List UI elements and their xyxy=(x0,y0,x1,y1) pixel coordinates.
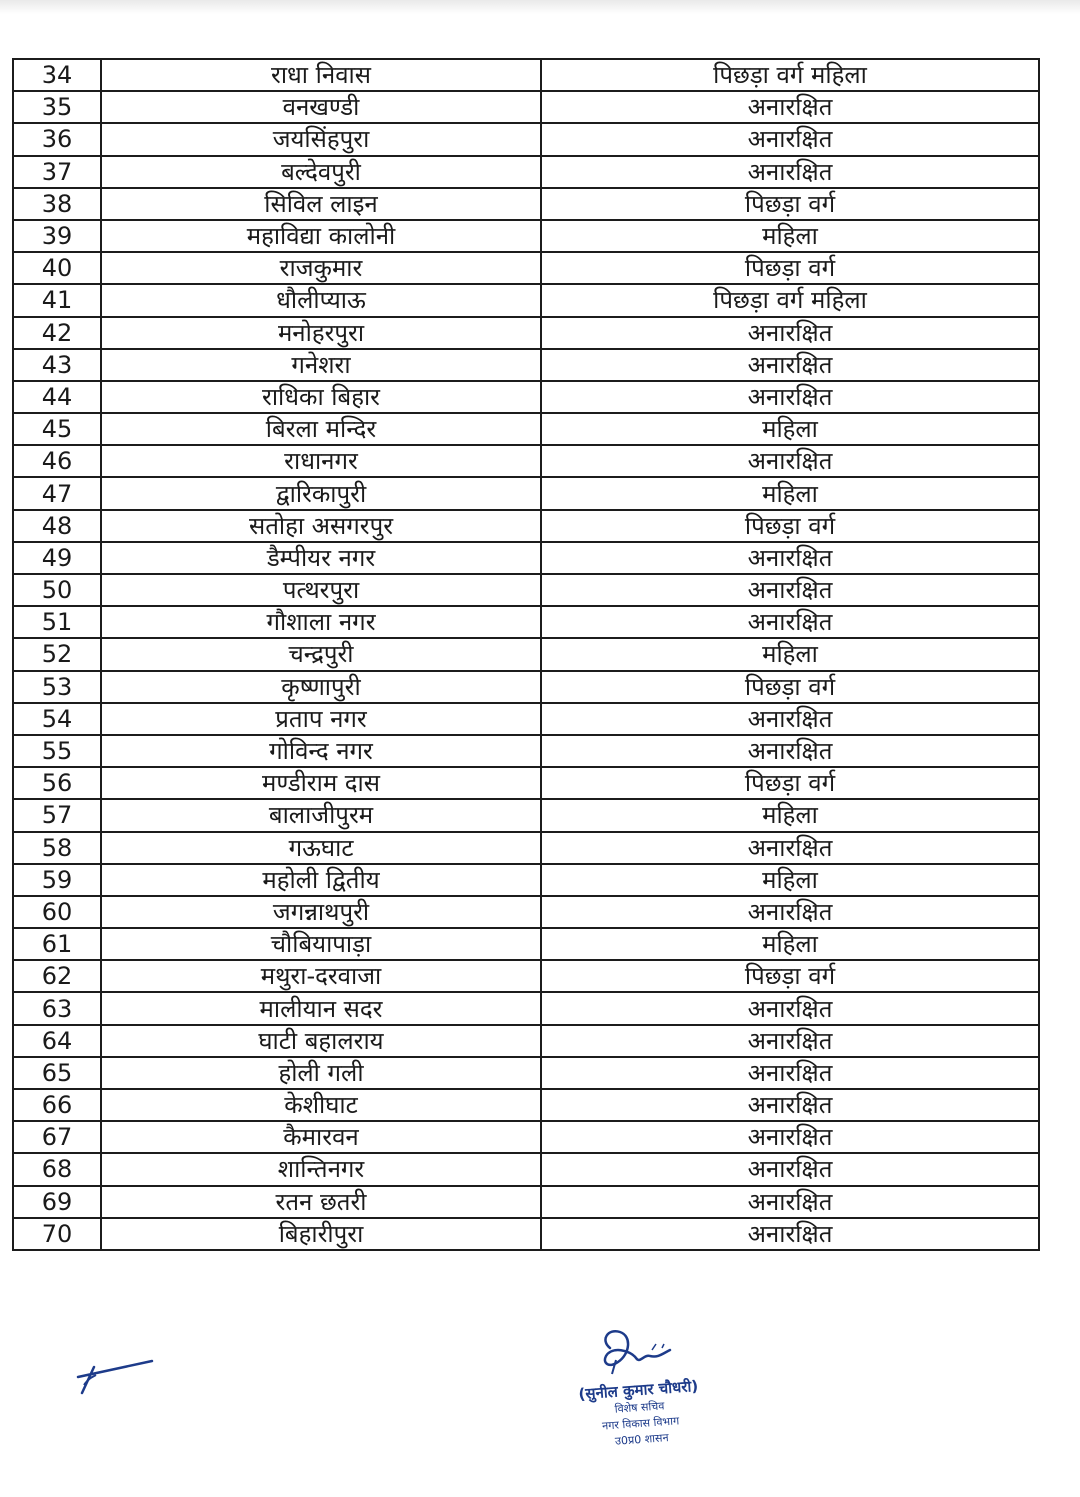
reservation-category-cell: महिला xyxy=(541,864,1039,896)
ward-name-cell: मालीयान सदर xyxy=(101,992,541,1024)
reservation-category-cell: अनारक्षित xyxy=(541,381,1039,413)
ward-number-cell: 40 xyxy=(13,252,101,284)
table-row xyxy=(13,671,1039,703)
signatory-designation: विशेष सचिव xyxy=(614,1399,665,1416)
ward-number-cell: 42 xyxy=(13,317,101,349)
reservation-category-cell: पिछड़ा वर्ग xyxy=(541,510,1039,542)
ward-name-cell: राजकुमार xyxy=(101,252,541,284)
table-row xyxy=(13,1153,1039,1185)
ward-number-cell: 37 xyxy=(13,156,101,188)
ward-number-cell: 56 xyxy=(13,767,101,799)
table-row xyxy=(13,928,1039,960)
ward-number-cell: 55 xyxy=(13,735,101,767)
table-row xyxy=(13,703,1039,735)
ward-name-cell: जयसिंहपुरा xyxy=(101,123,541,155)
table-row xyxy=(13,91,1039,123)
reservation-category-cell: पिछड़ा वर्ग महिला xyxy=(541,284,1039,316)
ward-number-cell: 47 xyxy=(13,477,101,509)
ward-number-cell: 65 xyxy=(13,1057,101,1089)
reservation-category-cell: अनारक्षित xyxy=(541,896,1039,928)
reservation-category-cell: अनारक्षित xyxy=(541,1186,1039,1218)
ward-name-cell: सिविल लाइन xyxy=(101,188,541,220)
table-row xyxy=(13,832,1039,864)
ward-name-cell: महाविद्या कालोनी xyxy=(101,220,541,252)
ward-number-cell: 66 xyxy=(13,1089,101,1121)
reservation-category-cell: अनारक्षित xyxy=(541,317,1039,349)
reservation-category-cell: महिला xyxy=(541,220,1039,252)
ward-number-cell: 58 xyxy=(13,832,101,864)
ward-number-cell: 57 xyxy=(13,799,101,831)
ward-number-cell: 38 xyxy=(13,188,101,220)
reservation-category-cell: अनारक्षित xyxy=(541,832,1039,864)
ward-name-cell: गोविन्द नगर xyxy=(101,735,541,767)
ward-number-cell: 53 xyxy=(13,671,101,703)
table-row xyxy=(13,156,1039,188)
ward-name-cell: राधानगर xyxy=(101,445,541,477)
ward-number-cell: 60 xyxy=(13,896,101,928)
signatory-name: (सुनील कुमार चौधरी) xyxy=(577,1376,699,1404)
ward-name-cell: गऊघाट xyxy=(101,832,541,864)
table-row xyxy=(13,992,1039,1024)
ward-number-cell: 52 xyxy=(13,638,101,670)
reservation-category-cell: अनारक्षित xyxy=(541,1089,1039,1121)
signatory-department: नगर विकास विभाग xyxy=(601,1414,680,1433)
ward-name-cell: धौलीप्याऊ xyxy=(101,284,541,316)
reservation-category-cell: अनारक्षित xyxy=(541,156,1039,188)
ward-name-cell: वनखण्डी xyxy=(101,91,541,123)
ward-name-cell: रतन छतरी xyxy=(101,1186,541,1218)
ward-number-cell: 59 xyxy=(13,864,101,896)
table-row xyxy=(13,735,1039,767)
ward-name-cell: मनोहरपुरा xyxy=(101,317,541,349)
table-row xyxy=(13,1218,1039,1250)
reservation-category-cell: महिला xyxy=(541,799,1039,831)
ward-number-cell: 50 xyxy=(13,574,101,606)
ward-number-cell: 54 xyxy=(13,703,101,735)
ward-reservation-table xyxy=(12,58,1040,1251)
ward-number-cell: 44 xyxy=(13,381,101,413)
reservation-category-cell: अनारक्षित xyxy=(541,91,1039,123)
reservation-category-cell: अनारक्षित xyxy=(541,992,1039,1024)
ward-number-cell: 62 xyxy=(13,960,101,992)
table-row xyxy=(13,799,1039,831)
reservation-category-cell: अनारक्षित xyxy=(541,445,1039,477)
table-row xyxy=(13,574,1039,606)
table-row xyxy=(13,542,1039,574)
reservation-category-cell: अनारक्षित xyxy=(541,574,1039,606)
ward-name-cell: घाटी बहालराय xyxy=(101,1025,541,1057)
reservation-category-cell: पिछड़ा वर्ग महिला xyxy=(541,59,1039,91)
table-row xyxy=(13,767,1039,799)
table-row xyxy=(13,1186,1039,1218)
reservation-category-cell: महिला xyxy=(541,638,1039,670)
reservation-category-cell: पिछड़ा वर्ग xyxy=(541,767,1039,799)
reservation-category-cell: पिछड़ा वर्ग xyxy=(541,188,1039,220)
table-row xyxy=(13,188,1039,220)
table-row xyxy=(13,1025,1039,1057)
ward-number-cell: 64 xyxy=(13,1025,101,1057)
ward-number-cell: 70 xyxy=(13,1218,101,1250)
page-top-shadow xyxy=(0,0,1080,14)
table-row xyxy=(13,413,1039,445)
table-row xyxy=(13,1089,1039,1121)
table-row xyxy=(13,864,1039,896)
reservation-category-cell: अनारक्षित xyxy=(541,1057,1039,1089)
table-row xyxy=(13,284,1039,316)
ward-name-cell: कैमारवन xyxy=(101,1121,541,1153)
reservation-category-cell: अनारक्षित xyxy=(541,1121,1039,1153)
table-row xyxy=(13,606,1039,638)
ward-number-cell: 49 xyxy=(13,542,101,574)
reservation-category-cell: पिछड़ा वर्ग xyxy=(541,252,1039,284)
ward-name-cell: डैम्पीयर नगर xyxy=(101,542,541,574)
table-row xyxy=(13,220,1039,252)
reservation-category-cell: अनारक्षित xyxy=(541,1218,1039,1250)
table-row xyxy=(13,252,1039,284)
table-row xyxy=(13,510,1039,542)
ward-number-cell: 61 xyxy=(13,928,101,960)
ward-name-cell: चौबियापाड़ा xyxy=(101,928,541,960)
ward-name-cell: द्वारिकापुरी xyxy=(101,477,541,509)
signatory-office: उ0प्र0 शासन xyxy=(614,1431,669,1448)
ward-number-cell: 43 xyxy=(13,349,101,381)
ward-name-cell: गनेशरा xyxy=(101,349,541,381)
ward-number-cell: 45 xyxy=(13,413,101,445)
ward-name-cell: कृष्णापुरी xyxy=(101,671,541,703)
reservation-category-cell: अनारक्षित xyxy=(541,1025,1039,1057)
table-row xyxy=(13,1121,1039,1153)
table-row xyxy=(13,477,1039,509)
table-row xyxy=(13,638,1039,670)
reservation-category-cell: पिछड़ा वर्ग xyxy=(541,960,1039,992)
reservation-category-cell: महिला xyxy=(541,477,1039,509)
table-body xyxy=(13,59,1039,1250)
ward-name-cell: होली गली xyxy=(101,1057,541,1089)
table-row xyxy=(13,960,1039,992)
ward-name-cell: बिरला मन्दिर xyxy=(101,413,541,445)
reservation-category-cell: महिला xyxy=(541,928,1039,960)
reservation-category-cell: अनारक्षित xyxy=(541,349,1039,381)
table-row xyxy=(13,896,1039,928)
ward-name-cell: गौशाला नगर xyxy=(101,606,541,638)
ward-number-cell: 51 xyxy=(13,606,101,638)
ward-name-cell: चन्द्रपुरी xyxy=(101,638,541,670)
ward-name-cell: महोली द्वितीय xyxy=(101,864,541,896)
reservation-category-cell: अनारक्षित xyxy=(541,606,1039,638)
ward-name-cell: प्रताप नगर xyxy=(101,703,541,735)
ward-number-cell: 69 xyxy=(13,1186,101,1218)
ward-name-cell: बालाजीपुरम xyxy=(101,799,541,831)
reservation-category-cell: अनारक्षित xyxy=(541,735,1039,767)
ward-number-cell: 67 xyxy=(13,1121,101,1153)
ward-name-cell: बल्देवपुरी xyxy=(101,156,541,188)
ward-number-cell: 41 xyxy=(13,284,101,316)
table-row xyxy=(13,381,1039,413)
reservation-category-cell: अनारक्षित xyxy=(541,703,1039,735)
table-row xyxy=(13,349,1039,381)
ward-name-cell: शान्तिनगर xyxy=(101,1153,541,1185)
ward-name-cell: मथुरा-दरवाजा xyxy=(101,960,541,992)
initials-signature xyxy=(70,1355,165,1400)
reservation-category-cell: महिला xyxy=(541,413,1039,445)
signatory-block xyxy=(543,1373,737,1454)
ward-number-cell: 39 xyxy=(13,220,101,252)
ward-number-cell: 48 xyxy=(13,510,101,542)
reservation-category-cell: अनारक्षित xyxy=(541,542,1039,574)
ward-name-cell: पत्थरपुरा xyxy=(101,574,541,606)
table-row xyxy=(13,123,1039,155)
reservation-category-cell: अनारक्षित xyxy=(541,1153,1039,1185)
table-row xyxy=(13,317,1039,349)
ward-number-cell: 36 xyxy=(13,123,101,155)
table-row xyxy=(13,445,1039,477)
ward-name-cell: बिहारीपुरा xyxy=(101,1218,541,1250)
reservation-category-cell: पिछड़ा वर्ग xyxy=(541,671,1039,703)
table-row xyxy=(13,59,1039,91)
ward-number-cell: 46 xyxy=(13,445,101,477)
ward-number-cell: 35 xyxy=(13,91,101,123)
ward-name-cell: केशीघाट xyxy=(101,1089,541,1121)
ward-number-cell: 34 xyxy=(13,59,101,91)
reservation-category-cell: अनारक्षित xyxy=(541,123,1039,155)
ward-name-cell: मण्डीराम दास xyxy=(101,767,541,799)
ward-name-cell: राधिका बिहार xyxy=(101,381,541,413)
ward-name-cell: जगन्नाथपुरी xyxy=(101,896,541,928)
table-row xyxy=(13,1057,1039,1089)
ward-name-cell: राधा निवास xyxy=(101,59,541,91)
ward-number-cell: 68 xyxy=(13,1153,101,1185)
ward-number-cell: 63 xyxy=(13,992,101,1024)
ward-name-cell: सतोहा असगरपुर xyxy=(101,510,541,542)
